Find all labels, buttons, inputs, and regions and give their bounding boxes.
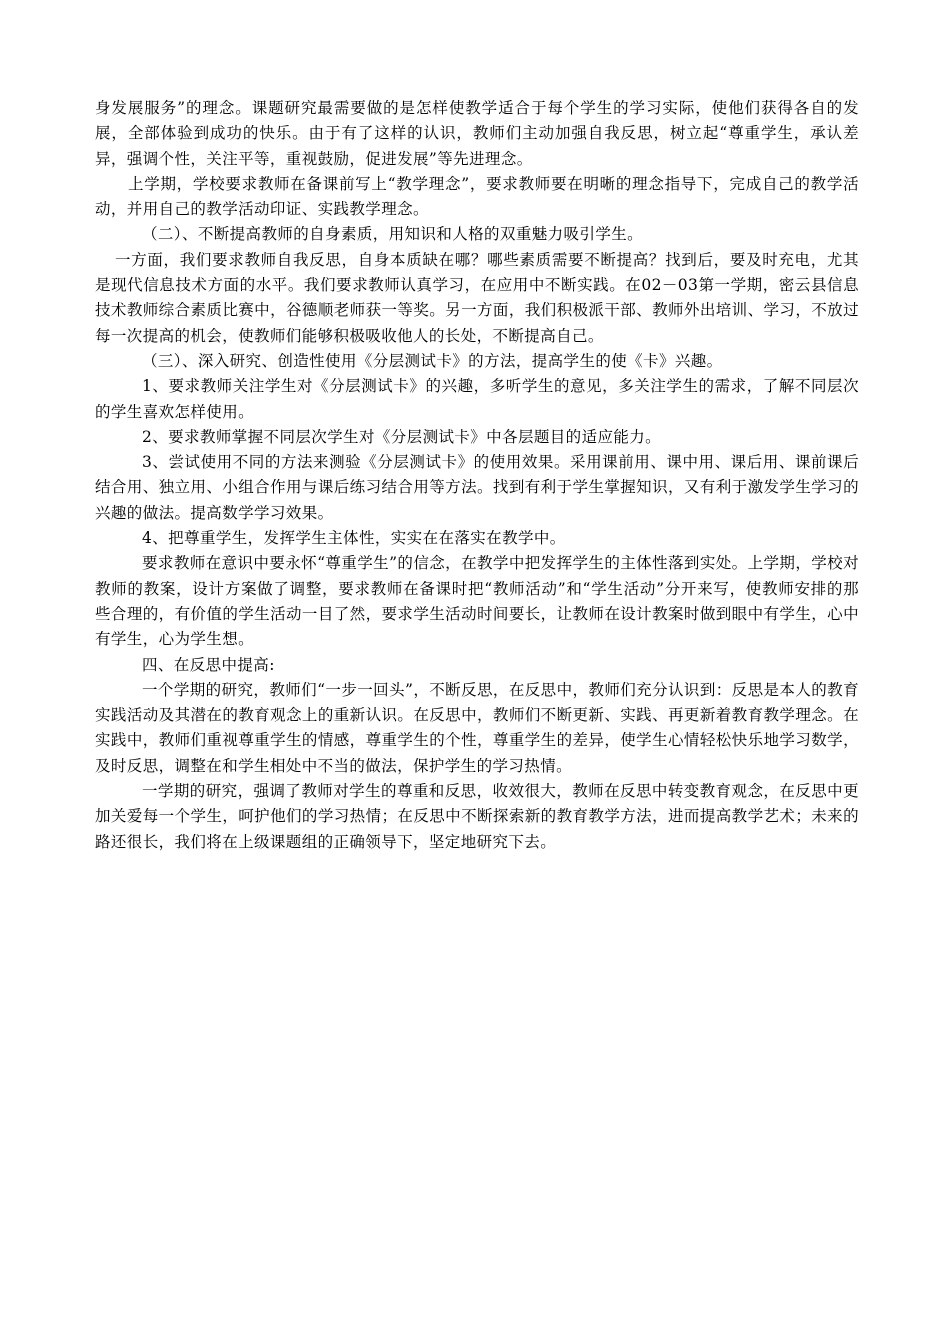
list-item-3: 3、尝试使用不同的方法来测验《分层测试卡》的使用效果。采用课前用、课中用、课后用、课前课后结合用、独立用、小组合作用与课后练习结合用等方法。找到有利于学生掌握知识，又有利于激发学生学习的兴趣的做法。提高数学学习效果。 bbox=[95, 453, 859, 522]
paragraph-teaching-concept: 上学期，学校要求教师在备课前写上“教学理念”，要求教师要在明晰的理念指导下，完成自己的教学活动，并用自己的教学活动印证、实践教学理念。 bbox=[95, 174, 859, 219]
paragraph-reflection: 一个学期的研究，教师们“一步一回头”，不断反思，在反思中，教师们充分认识到：反思是本人的教育实践活动及其潜在的教育观念上的重新认识。在反思中，教师们不断更新、实践、再更新着教育教学理念。在实践中，教师们重视尊重学生的情感，尊重学生的个性，尊重学生的差异，使学生心情轻松快乐地学习数学，及时反思，调整在和学生相处中不当的做法，保护学生的学习热情。 bbox=[95, 680, 859, 775]
paragraph-continuation: 身发展服务”的理念。课题研究最需要做的是怎样使教学适合于每个学生的学习实际，使他们获得各自的发展，全部体验到成功的快乐。由于有了这样的认识，教师们主动加强自我反思，树立起“尊重学生，承认差异，强调个性，关注平等，重视鼓励，促进发展”等先进理念。 bbox=[95, 99, 859, 168]
list-item-2: 2、要求教师掌握不同层次学生对《分层测试卡》中各层题目的适应能力。 bbox=[142, 427, 662, 446]
section-heading-2: （二）、不断提高教师的自身素质，用知识和人格的双重魅力吸引学生。 bbox=[142, 225, 644, 244]
paragraph-respect-students: 要求教师在意识中要永怀“尊重学生”的信念，在教学中把发挥学生的主体性落到实处。上学期，学校对教师的教案，设计方案做了调整，要求教师在备课时把“教师活动”和“学生活动”分开来写，使教师安排的那些合理的，有价值的学生活动一目了然，要求学生活动时间要长，让教师在设计教案时做到眼中有学生，心中有学生，心为学生想。 bbox=[95, 554, 859, 649]
section-heading-3: （三）、深入研究、创造性使用《分层测试卡》的方法，提高学生的使《卡》兴趣。 bbox=[142, 351, 723, 370]
list-item-1: 1、要求教师关注学生对《分层测试卡》的兴趣，多听学生的意见，多关注学生的需求，了解不同层次的学生喜欢怎样使用。 bbox=[95, 377, 859, 421]
document-page bbox=[95, 96, 859, 855]
list-item-4: 4、把尊重学生，发挥学生主体性，实实在在落实在教学中。 bbox=[142, 529, 566, 548]
paragraph-teacher-quality: 一方面，我们要求教师自我反思，自身本质缺在哪？哪些素质需要不断提高？找到后，要及时充电，尤其是现代信息技术方面的水平。我们要求教师认真学习，在应用中不断实践。在02－03第一学期，密云县信息技术教师综合素质比赛中，谷德顺老师获一等奖。另一方面，我们积极派干部、教师外出培训、学习，不放过每一次提高的机会，使教师们能够积极吸收他人的长处，不断提高自己。 bbox=[95, 250, 859, 345]
section-heading-4: 四、在反思中提高: bbox=[142, 655, 275, 674]
paragraph-conclusion: 一学期的研究，强调了教师对学生的尊重和反思，收效很大，教师在反思中转变教育观念，在反思中更加关爱每一个学生，呵护他们的学习热情；在反思中不断探索新的教育教学方法，进而提高教学艺术；未来的路还很长，我们将在上级课题组的正确领导下，坚定地研究下去。 bbox=[95, 782, 859, 851]
